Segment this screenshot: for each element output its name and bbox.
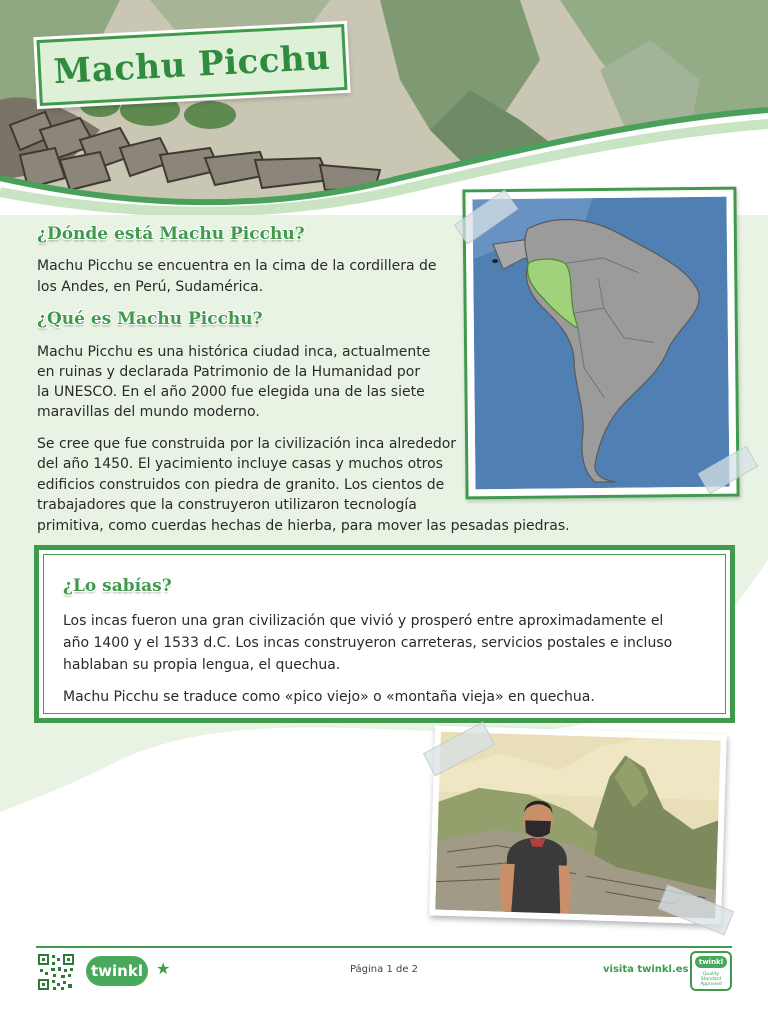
badge-text: Quality Standard Approved [700, 972, 722, 987]
badge-title: twinkl [695, 956, 727, 968]
south-america-map [462, 187, 739, 500]
quality-badge-icon [690, 951, 732, 991]
what-p1-line-2: en ruinas y declarada Patrimonio de la Humanidad por [37, 364, 421, 380]
heading-where: ¿Dónde está Machu Picchu? [37, 224, 305, 244]
what-p1-line-4: maravillas del mundo moderno. [37, 404, 260, 420]
what-p2-line-5: primitiva, como cuerdas hechas de hierba, para mover las pesadas piedras. [37, 518, 570, 534]
what-p2-line-4: trabajadores que la construyeron utilizaron tecnología [37, 497, 417, 513]
dyk-p1-line-3: hablaban su propia lengua, el quechua. [63, 657, 341, 673]
did-you-know-box [34, 545, 735, 723]
what-p1-line-1: Machu Picchu es una histórica ciudad inca, actualmente [37, 344, 431, 360]
dyk-p2-line-1: Machu Picchu se traduce como «pico viejo» o «montaña vieja» en quechua. [63, 689, 595, 705]
where-line-1: Machu Picchu se encuentra en la cima de la cordillera de [37, 258, 437, 274]
page-title: Machu Picchu [52, 37, 332, 93]
logo-text: twinkl [91, 962, 143, 980]
what-p2-line-3: edificios construidos con piedra de granito. Los cientos de [37, 477, 445, 493]
visit-link[interactable]: visita twinkl.es [603, 964, 689, 975]
what-p1-line-3: la UNESCO. En el año 2000 fue elegida una de las siete [37, 384, 425, 400]
footer-divider [36, 946, 732, 948]
dyk-p1-line-2: año 1400 y el 1533 d.C. Los incas construyeron carreteras, servicios postales e incluso [63, 635, 673, 651]
did-you-know-inner [43, 554, 726, 714]
heading-did-you-know: ¿Lo sabías? [63, 576, 172, 596]
where-line-2: los Andes, en Perú, Sudamérica. [37, 279, 264, 295]
header-illustration [0, 0, 768, 215]
dyk-p1-line-1: Los incas fueron una gran civilización que vivió y prosperó entre aproximadamente el [63, 613, 664, 629]
what-p2-line-2: del año 1450. El yacimiento incluye casas y muchos otros [37, 456, 443, 472]
page-number: Página 1 de 2 [349, 964, 419, 975]
star-icon: ★ [156, 959, 171, 978]
heading-what: ¿Qué es Machu Picchu? [37, 309, 263, 329]
what-p2-line-1: Se cree que fue construida por la civilización inca alrededor [37, 436, 457, 452]
